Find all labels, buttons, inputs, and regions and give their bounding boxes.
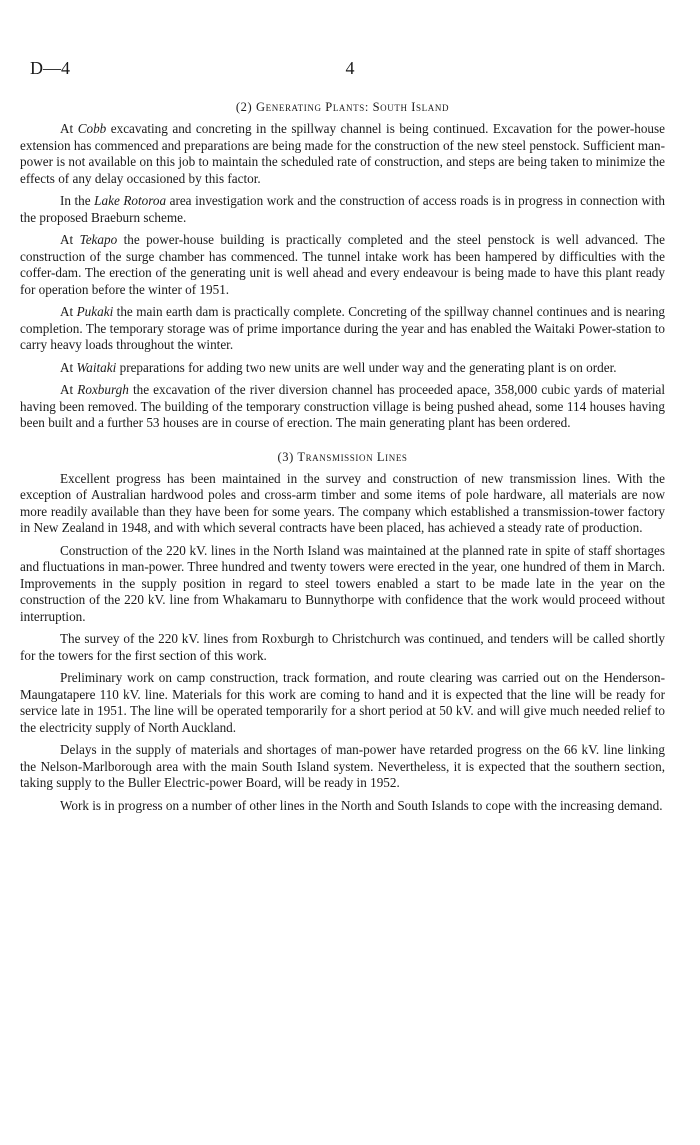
paragraph-tekapo: At Tekapo the power-house building is practically completed and the steel penstock is well advanced. The construction of the surge chamber has commenced. The tunnel intake work has been hampered by difficulties with the coffer-dam. The erection of the generating unit is well ahead and every endeavour is being made to have this plant ready for operation before the winter of 1951. <box>20 232 665 297</box>
paragraph-roxburgh: At Roxburgh the excavation of the river diversion channel has proceeded apace, 358,000 cubic yards of material having been removed. The building of the temporary construction village is being pushed ahead, some 114 houses having been built and a further 53 houses are in course of erection. The main generating plant has been ordered. <box>20 382 665 430</box>
section-transmission-lines <box>20 450 665 815</box>
page-number: 4 <box>345 58 355 78</box>
section-generating-plants <box>20 100 665 432</box>
page-reference: D—4 <box>30 58 70 78</box>
paragraph-220kv-north-island: Construction of the 220 kV. lines in the North Island was maintained at the planned rate in spite of staff shortages and fluctuations in man-power. Three hundred and twenty towers were erected in the year, one hundred of them in March. Improvements in the supply position in regard to steel towers enabled a start to be made late in the year on the construction of the 220 kV. line from Whakamaru to Bunnythorpe with confidence that the work would proceed without interruption. <box>20 542 665 624</box>
paragraph-nelson-marlborough: Delays in the supply of materials and shortages of man-power have retarded progress on the 66 kV. line linking the Nelson-Marlborough area with the main South Island system. Nevertheless, it is expected that the southern section, taking supply to the Buller Electric-power Board, will be ready in 1952. <box>20 742 665 790</box>
section-heading: (3) Transmission Lines <box>277 449 408 464</box>
paragraph-pukaki: At Pukaki the main earth dam is practically complete. Concreting of the spillway channel continues and is nearing completion. The temporary storage was of prime importance during the year and has enabled the Waitaki Power-station to carry heavy loads throughout the winter. <box>20 304 666 352</box>
paragraph-waitaki: At Waitaki preparations for adding two new units are well under way and the generating plant is on order. <box>60 359 617 375</box>
page-header <box>30 58 670 82</box>
paragraph-roxburgh-christchurch: The survey of the 220 kV. lines from Roxburgh to Christchurch was continued, and tenders will be called shortly for the towers for the first section of this work. <box>20 631 665 663</box>
paragraph-other-lines: Work is in progress on a number of other lines in the North and South Islands to cope with the increasing demand. <box>60 797 663 813</box>
page-body <box>20 100 665 820</box>
paragraph-transmission-progress: Excellent progress has been maintained in the survey and construction of new transmission lines. With the exception of Australian hardwood poles and cross-arm timber and some items of pole hardware, all materials are now more readily available than they have been for some years. The company which established a transmission-tower factory in New Zealand in 1948, and with which several contracts have been placed, has achieved a steady rate of production. <box>20 470 665 535</box>
paragraph-henderson-maungatapere: Preliminary work on camp construction, track formation, and route clearing was carried out on the Henderson-Maungatapere 110 kV. line. Materials for this work are coming to hand and it is expected that the line will be ready for service late in 1951. The line will be operated temporarily for a short period at 50 kV. and will give much needed relief to the electricity supply of North Auckland. <box>20 670 665 735</box>
section-heading: (2) Generating Plants: South Island <box>235 100 450 114</box>
paragraph-cobb: At Cobb excavating and concreting in the spillway channel is being continued. Excavation for the power-house extension has commenced and preparations are being made for the construction of the new steel penstock. Sufficient man-power is not available on this job to maintain the scheduled rate of construction, and steps are being taken to minimize the effects of any delay occasioned by this factor. <box>20 121 666 186</box>
paragraph-lake-rotoroa: In the Lake Rotoroa area investigation work and the construction of access roads is in progress in connection with the proposed Braeburn scheme. <box>20 193 665 225</box>
